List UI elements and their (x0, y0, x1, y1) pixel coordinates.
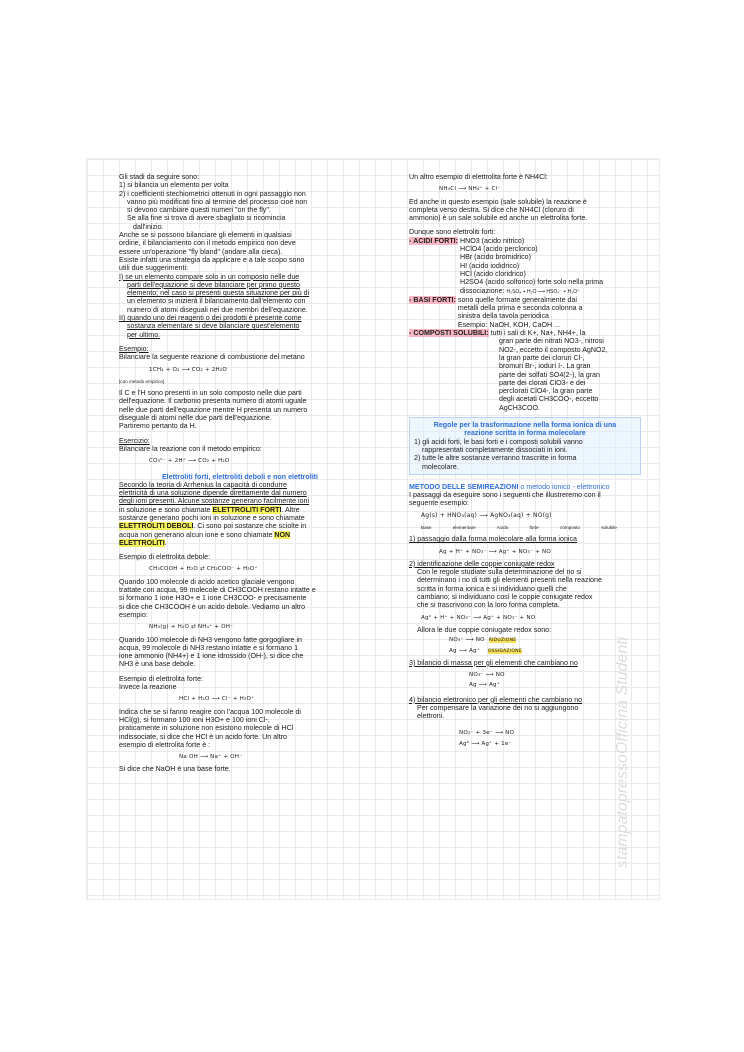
list-item: HBr (acido bromidrico) (459, 253, 531, 262)
equation: Ag + H⁺ + NO₃⁻ ⟶ Ag⁺ + NO₃⁻ + NO (439, 548, 551, 555)
equation: Ag ⟶ Ag⁺ (469, 682, 500, 689)
list-item: NO2-, eccetto il composto AgNO2, (499, 345, 608, 354)
text-line: acqua, 99 molecole di NH3 restano intatte e si formano 1 (119, 643, 299, 652)
text-line: si dice che CH3COOH è un acido debole. Vediamo un altro (119, 602, 306, 611)
text-line: si formano 1 ione H3O+ e 1 ione CH3COO- e precisamente (119, 594, 307, 603)
text-line: dell'equazione. Il carbonio presenta numero di atomi uguale (119, 397, 307, 406)
list-item: dissociazione: H₂SO₄ + H₂O ⟶ HSO₄⁻ + H₃O⁺ (459, 286, 580, 295)
text-line: degli ioni presenti. Alcune sostanze generano facilmente ioni (119, 497, 310, 506)
text-line: seguente esempio: (409, 499, 469, 508)
tag-soluble-compounds: - COMPOSTI SOLUBILI: (409, 329, 489, 338)
text-line: 2) i coefficienti stechiometrici ottenuti in ogni passaggio non (119, 189, 306, 198)
text-line: numero di atomi diseguali nei due membri dell'equazione. (127, 305, 308, 314)
list-item: degli acetati CH3COO-, eccetto (499, 395, 599, 404)
text-line: II) quando uno dei reagenti o dei prodotti è presente come (119, 314, 302, 323)
equation: NH₄Cl ⟶ NH₄⁺ + Cl⁻ (439, 186, 501, 193)
text-line: Il C e l'H sono presenti in un solo composto nelle due parti (119, 389, 302, 398)
list-item: sono quelle formate generalmente dai (457, 295, 577, 304)
text-line: ordine, il bilanciamento con il metodo empirico non deve (119, 239, 296, 248)
text-line: HCl(g), si formano 100 ioni H3O+ e 100 ioni Cl-, (119, 715, 270, 724)
text-line: elettricità di una soluzione dipende direttamente dal numero (119, 489, 307, 498)
text-line: sostanza elementare si deve bilanciare quest'elemento (127, 322, 300, 331)
text-line: si devono cambiare questi numeri "on the fly". (127, 206, 271, 215)
equation: NO₃⁻ ⟶ NO RIDUZIONE (449, 637, 517, 644)
text-line: in soluzione e sono chiamate ELETTROLITI FORTI. Altre (119, 505, 300, 514)
list-item: AgCH3COO. (499, 403, 540, 412)
tag-strong-bases: - BASI FORTI: (409, 295, 456, 304)
section-title: METODO DELLE SEMIREAZIONI o metodo ionico - elettronico (409, 482, 610, 491)
text-line: Indica che se si fanno reagire con l'acqua 100 molecole di (119, 707, 301, 716)
text-line: Quando 100 molecole di acido acetico glaciale vengono (119, 577, 295, 586)
step-heading: 1) passaggio dalla forma molecolare alla forma ionica (409, 535, 577, 544)
list-item: gran parte dei nitrati NO3-, nitrosi (499, 337, 604, 346)
list-item: sinistra della tavola periodica (457, 312, 549, 321)
strong-bases (409, 296, 641, 329)
text-line: ELETTROLITI. (119, 538, 167, 547)
highlight-weak-electrolytes: ELETTROLITI DEBOLI (119, 522, 194, 531)
text-line: esempio di elettrolita forte è : (119, 740, 211, 749)
list-item: HNO3 (acido nitrico) (459, 236, 525, 245)
text-line: scritta in forma ionica e si individuano quelli che (417, 584, 567, 593)
text-line: I) se un elemento compare solo in un composto nelle due (119, 272, 300, 281)
text-line: acqua non generano alcun ione e sono chiamate NON (119, 530, 291, 539)
text-line: utili due suggerimenti: (119, 264, 189, 273)
rule-item: molecolare. (422, 462, 459, 471)
rules-title: Regole per la trasformazione nella forma ionica di una (433, 421, 617, 430)
text-line: Bilanciare la reazione con il metodo empirico: (119, 444, 262, 453)
list-item: tutti i sali di K+, Na+, NH4+, la (490, 329, 586, 338)
equation: CH₃COOH + H₂O ⇄ CH₃COO⁻ + H₃O⁺ (149, 566, 258, 573)
rules-box (409, 417, 641, 475)
text-line: essere un'operazione "fly bland" (andare alla cieca). (119, 247, 283, 256)
text-line: Allora le due coppie coniugate redox sono: (417, 625, 552, 634)
text-line: Un altro esempio di elettrolita forte è NH4Cl: (409, 173, 548, 181)
equation: CO₃²⁻ + 2H⁺ ⟶ CO₂ + H₂O (149, 458, 230, 465)
strong-acids (409, 237, 641, 296)
text-line: cambiano; si individuano così le coppie coniugate redox (417, 593, 593, 602)
equation: Ag⁰ + H⁺ + NO₃⁻ ⟶ Ag⁺ + NO₃⁻ + NO (421, 614, 536, 621)
rules-title: reazione scritta in forma molecolare (464, 429, 586, 438)
example-heading: Esempio: (119, 344, 149, 353)
exercise-heading: Esercizio: (119, 436, 150, 445)
text-line: Anche se si possono bilanciare gli elementi in qualsiasi (119, 231, 292, 240)
text-line: Si dice che NaOH è una base forte. (119, 765, 231, 774)
rule-item: 1) gli acidi forti, le basi forti e i composti solubili vanno (414, 437, 583, 446)
text-line: Secondo la teoria di Arrhenius la capacità di condurre (119, 480, 287, 489)
text-line: che si trascrivono con la loro forma completa. (417, 601, 560, 610)
equation: NO₃⁻ ⟶ NO (469, 672, 505, 679)
text-line: ELETTROLITI DEBOLI. Ci sono poi sostanze che sciolte in (119, 522, 307, 531)
text-line: ione ammonio (NH4+) e 1 ione idrossido (OH-), si dice che (119, 652, 304, 661)
text-line: 1) si bilancia un elemento per volta (119, 181, 229, 190)
text-line: Ed anche in questo esempio (sale solubile) la reazione è (409, 197, 587, 206)
list-item: HClO4 (acido perclorico) (459, 245, 538, 254)
equation: Na OH ⟶ Na⁺ + OH⁻ (179, 754, 243, 761)
text-line: I passaggi da eseguire sono i seguenti che illustreremo con il (409, 491, 601, 500)
text-line: determinano i no di tutti gli elementi presenti nella reazione (417, 576, 602, 585)
soluble-compounds-list (409, 337, 641, 412)
list-item: parte dei solfati SO4(2-), la gran (499, 370, 600, 379)
list-item: HI (acido iodidrico) (459, 261, 520, 270)
text-line: esempio: (119, 610, 148, 619)
equation: HCl + H₂O ⟶ Cl⁻ + H₃O⁺ (179, 696, 255, 703)
step-heading: 3) bilancio di massa per gli elementi che cambiano no (409, 658, 578, 667)
text-line: un elemento si inizierà il bilanciamento dall'elemento con (127, 297, 306, 306)
text-line: elettroni. (417, 712, 445, 721)
text-line: elemento; nel caso si presenti questa situazione per più di (127, 289, 310, 298)
list-item: HCl (acido cloridrico) (459, 269, 526, 278)
text-line: Se alla fine si trova di avere sbagliato si ricomincia (127, 214, 286, 223)
text-line: completa verso destra. Si dice che NH4Cl (cloruro di (409, 205, 574, 214)
step-heading: 2) identificazione delle coppie coniugate redox (409, 559, 555, 568)
step-heading: 4) bilancio elettronico per gli elementi che cambiano no (409, 695, 583, 704)
label-oxidation: OSSIDAZIONE (487, 648, 522, 654)
text-line: diseguale di atomi nelle due parti dell'equazione. (119, 414, 272, 423)
list-item: metalli della prima e seconda colonna a (457, 304, 583, 313)
text-line: trattate con acqua, 99 molecole di CH3COOH restano intatte e (119, 586, 316, 595)
equation: 1CH₄ + O₂ ⟶ CO₂ + 2H₂O (149, 366, 227, 373)
highlight-non-electrolytes: ELETTROLITI (119, 538, 165, 547)
text-line: praticamente in soluzione non esistono molecole di HCl (119, 724, 294, 733)
equation-note: [con metodo empirico] (119, 378, 165, 384)
highlight-strong-electrolytes: ELETTROLITI FORTI (212, 505, 282, 514)
text-line: Dunque sono elettroliti forti: (409, 228, 496, 237)
equation: NO₃⁻ + 3e⁻ ⟶ NO (459, 729, 515, 736)
text-line: Gli stadi da seguire sono: (119, 173, 200, 181)
list-item: parte dei clorati ClO3- e dei (499, 378, 586, 387)
list-item: H2SO4 (acido solforico) forte solo nella prima (459, 278, 604, 287)
text-line: Invece la reazione (119, 683, 177, 692)
right-column (409, 173, 641, 750)
section-title: Elettroliti forti, elettroliti deboli e non elettroliti (161, 472, 319, 481)
tag-strong-acids: - ACIDI FORTI: (409, 236, 458, 245)
equation: Ag⁰ ⟶ Ag⁺ + 1e⁻ (459, 740, 512, 747)
equation: Ag(s) + HNO₃(aq) ⟶ AgNO₃(aq) + NO(g) (421, 511, 552, 519)
rule-item: rappresentati completamente dissociati in ioni. (422, 445, 568, 454)
text-line: nelle due parti dell'equazione mentre H presenta un numero (119, 405, 308, 414)
example-heading: Esempio di elettrolita debole: (119, 553, 211, 562)
example-heading: Esempio di elettrolita forte: (119, 674, 203, 683)
text-line: Esiste infatti una strategia da applicare e a tale scopo sono (119, 255, 305, 264)
notebook-page (86, 158, 660, 900)
equation: Ag ⟶ Ag⁺ OSSIDAZIONE (449, 647, 522, 654)
text-line: dall'inizio. (133, 222, 164, 231)
text-line: NH3 è una base debole. (119, 660, 196, 669)
text-line: Con le regole studiate sulla determinazione del no si (417, 568, 582, 577)
text-line: Per compensare la variazione dei no si aggiungono (417, 704, 579, 713)
text-line: sostanze generano pochi ioni in soluzione e sono chiamate (119, 513, 305, 522)
watermark: stampatopressoOfficina Studenti (614, 636, 631, 868)
rule-item: 2) tutte le altre sostanze verranno trascritte in forma (414, 454, 577, 463)
list-item: la gran parte dei cloruri Cl-, (499, 353, 585, 362)
label-reduction: RIDUZIONE (488, 638, 517, 644)
text-line: vanno più modificati fino al termine del processo cioè non (127, 197, 308, 206)
equation: NH₃(g) + H₂O ⇄ NH₄⁺ + OH⁻ (149, 624, 234, 631)
list-item: perclorati ClO4-, la gran parte (499, 387, 593, 396)
list-item: Esempio: NaOH, KOH, CaOH ... (457, 320, 560, 329)
text-line: per ultimo. (127, 330, 161, 339)
list-item: bromuri Br-, iodurí I-. La gran (499, 362, 591, 371)
soluble-compounds (409, 329, 641, 337)
text-line: Bilanciare la seguente reazione di combustione del metano (119, 353, 305, 362)
equation-notes: Base elementare Acido forte composto solubile (421, 524, 617, 530)
text-line: ammonio) è un sale solubile ed anche un elettrolita forte. (409, 214, 588, 223)
text-line: Partiremo pertanto da H. (119, 422, 197, 431)
text-line: parti dell'equazione si deve bilanciare per primo questo (127, 280, 300, 289)
text-line: Quando 100 molecole di NH3 vengono fatte gorgogliare in (119, 635, 302, 644)
text-line: indissociate, si dice che HCl è un acido forte. Un altro (119, 732, 287, 741)
left-column (119, 173, 361, 774)
